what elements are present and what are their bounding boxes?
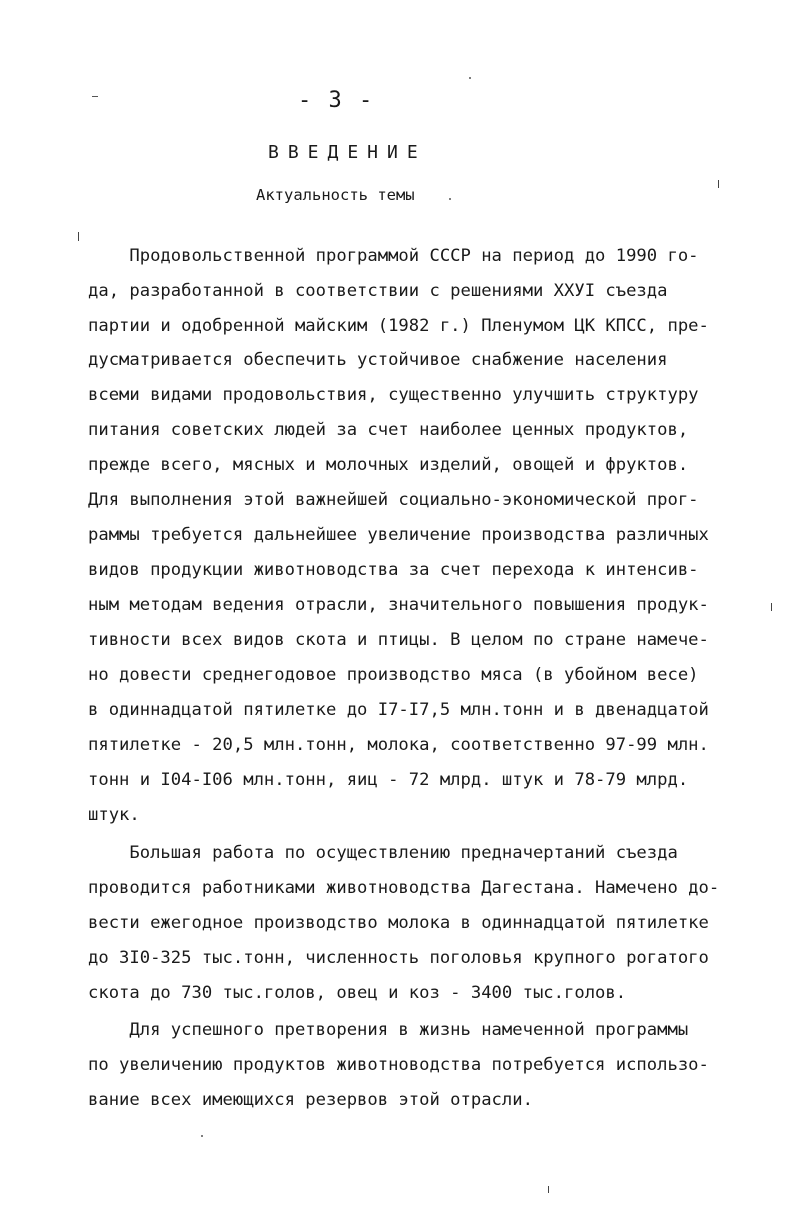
text-line: Для успешного претворения в жизнь намеченной программы xyxy=(88,1020,689,1040)
text-line: но довести среднегодовое производство мяса (в убойном весе) xyxy=(88,665,699,685)
text-line: да, разработанной в соответствии с решениями ХХУI съезда xyxy=(88,281,668,301)
text-line: тивности всех видов скота и птицы. В целом по стране намече- xyxy=(88,630,709,650)
text-line: по увеличению продуктов животноводства потребуется использо- xyxy=(88,1055,709,1075)
text-line: в одиннадцатой пятилетке до I7-I7,5 млн.тонн и в двенадцатой xyxy=(88,700,709,720)
text-line: Продовольственной программой СССР на период до 1990 го- xyxy=(88,246,699,266)
scan-mark xyxy=(78,232,79,241)
scan-mark xyxy=(718,180,719,188)
text-line: видов продукции животноводства за счет перехода к интенсив- xyxy=(88,560,699,580)
text-line: тонн и I04-I06 млн.тонн, яиц - 72 млрд. штук и 78-79 млрд. xyxy=(88,770,689,790)
text-line: всеми видами продовольствия, существенно улучшить структуру xyxy=(88,385,699,405)
text-line: дусматривается обеспечить устойчивое снабжение населения xyxy=(88,350,668,370)
text-line: прежде всего, мясных и молочных изделий, овощей и фруктов. xyxy=(88,455,689,475)
scan-mark xyxy=(771,603,772,611)
text-line: питания советских людей за счет наиболее ценных продуктов, xyxy=(88,420,689,440)
text-line: партии и одобренной майским (1982 г.) Пленумом ЦК КПСС, пре- xyxy=(88,316,709,336)
scan-speck xyxy=(92,96,98,97)
section-heading: ВВЕДЕНИЕ xyxy=(268,142,427,163)
text-line: ным методам ведения отрасли, значительного повышения продук- xyxy=(88,595,709,615)
scan-speck xyxy=(201,1135,203,1137)
text-line: вание всех имеющихся резервов этой отрасли. xyxy=(88,1090,533,1110)
text-line: до 3I0-325 тыс.тонн, численность поголовья крупного рогатого xyxy=(88,948,709,968)
text-line: вести ежегодное производство молока в одиннадцатой пятилетке xyxy=(88,913,709,933)
scan-mark xyxy=(548,1186,549,1193)
text-line: раммы требуется дальнейшее увеличение производства различных xyxy=(88,525,709,545)
text-line: скота до 730 тыс.голов, овец и коз - 3400 тыс.голов. xyxy=(88,983,627,1003)
text-line: проводится работниками животноводства Дагестана. Намечено до- xyxy=(88,878,720,898)
scan-speck xyxy=(449,198,451,200)
page-number: - 3 - xyxy=(298,88,375,113)
scan-speck xyxy=(469,77,471,79)
text-line: пятилетке - 20,5 млн.тонн, молока, соответственно 97-99 млн. xyxy=(88,735,709,755)
section-subheading: Актуальность темы xyxy=(256,186,415,204)
text-line: Для выполнения этой важнейшей социально-экономической прог- xyxy=(88,490,699,510)
text-line: штук. xyxy=(88,805,140,825)
text-line: Большая работа по осуществлению предначертаний съезда xyxy=(88,843,678,863)
